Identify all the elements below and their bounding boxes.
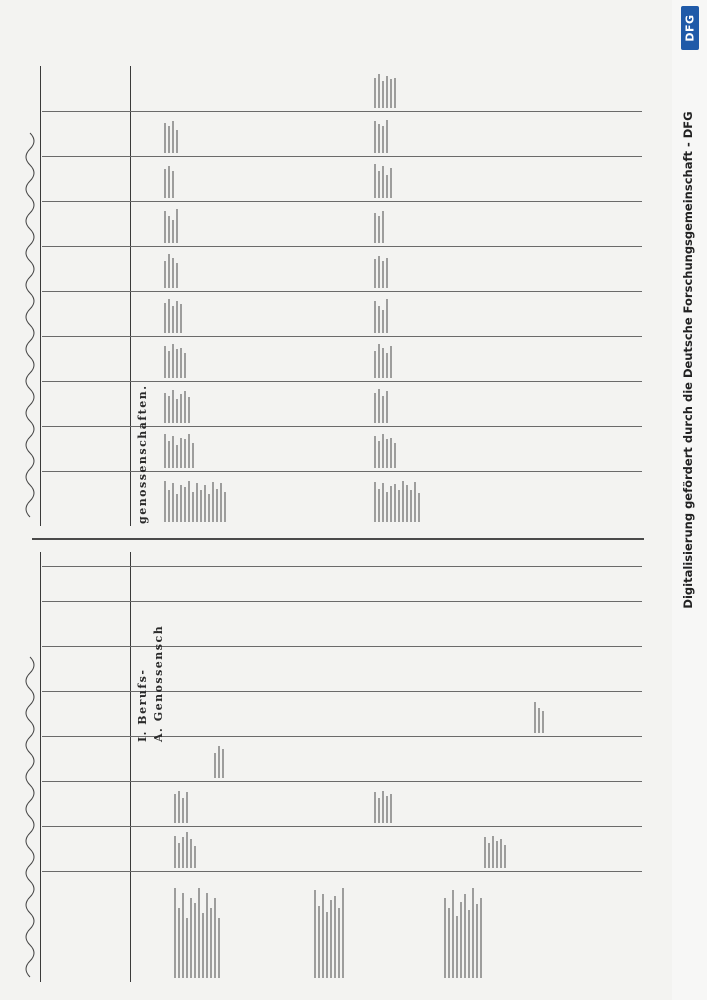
column-divider	[42, 201, 642, 202]
column-divider	[42, 566, 642, 567]
cell-block	[442, 878, 484, 978]
cell-block	[162, 205, 180, 243]
cell-block	[162, 160, 176, 198]
column-divider	[42, 426, 642, 427]
cell-block	[312, 878, 346, 978]
cell-block	[372, 476, 422, 522]
center-fold	[32, 538, 644, 540]
cell-block	[372, 160, 394, 198]
header-rule-left	[40, 552, 41, 982]
digitization-notice: Digitalisierung gefördert durch die Deutsche Forschungsgemeinschaft - DFG	[681, 111, 695, 609]
cell-block	[532, 697, 546, 733]
column-divider	[42, 246, 642, 247]
column-divider	[42, 646, 642, 647]
section-label-left: I. Berufs-	[136, 668, 149, 742]
dfg-logo-text: DFG	[683, 14, 697, 42]
cell-block	[372, 385, 390, 423]
cell-block	[162, 295, 184, 333]
dfg-logo	[681, 6, 699, 50]
left-running-head	[16, 562, 38, 982]
cell-block	[372, 295, 390, 333]
cell-block	[172, 832, 198, 868]
left-head-script	[16, 562, 38, 982]
section-label-left-2: A. Genossensch	[152, 624, 165, 742]
column-divider	[42, 826, 642, 827]
cell-block	[372, 340, 394, 378]
cell-block	[372, 430, 398, 468]
cell-block	[372, 205, 386, 243]
column-divider	[42, 381, 642, 382]
cell-block	[372, 115, 390, 153]
column-divider	[42, 156, 642, 157]
column-divider	[42, 871, 642, 872]
cell-block	[212, 742, 226, 778]
rotated-spread	[12, 52, 662, 992]
column-divider	[42, 781, 642, 782]
right-head-script	[16, 82, 38, 522]
column-divider	[42, 736, 642, 737]
header-rule-right-2	[130, 66, 131, 526]
cell-block	[172, 878, 222, 978]
scanned-table	[6, 48, 668, 996]
column-divider	[42, 111, 642, 112]
cell-block	[162, 430, 196, 468]
cell-block	[372, 70, 398, 108]
header-rule-right	[40, 66, 41, 526]
cell-block	[162, 340, 188, 378]
cell-block	[162, 385, 192, 423]
cell-block	[372, 250, 390, 288]
header-rule-left-2	[130, 552, 131, 982]
column-divider	[42, 471, 642, 472]
right-running-head	[16, 82, 38, 522]
cell-block	[162, 115, 180, 153]
column-divider	[42, 336, 642, 337]
section-label-right: genossenschaften.	[136, 384, 149, 524]
cell-block	[162, 250, 180, 288]
column-divider	[42, 291, 642, 292]
column-divider	[42, 601, 642, 602]
cell-block	[162, 476, 228, 522]
column-divider	[42, 691, 642, 692]
cell-block	[482, 832, 508, 868]
cell-block	[372, 787, 394, 823]
cell-block	[172, 787, 190, 823]
